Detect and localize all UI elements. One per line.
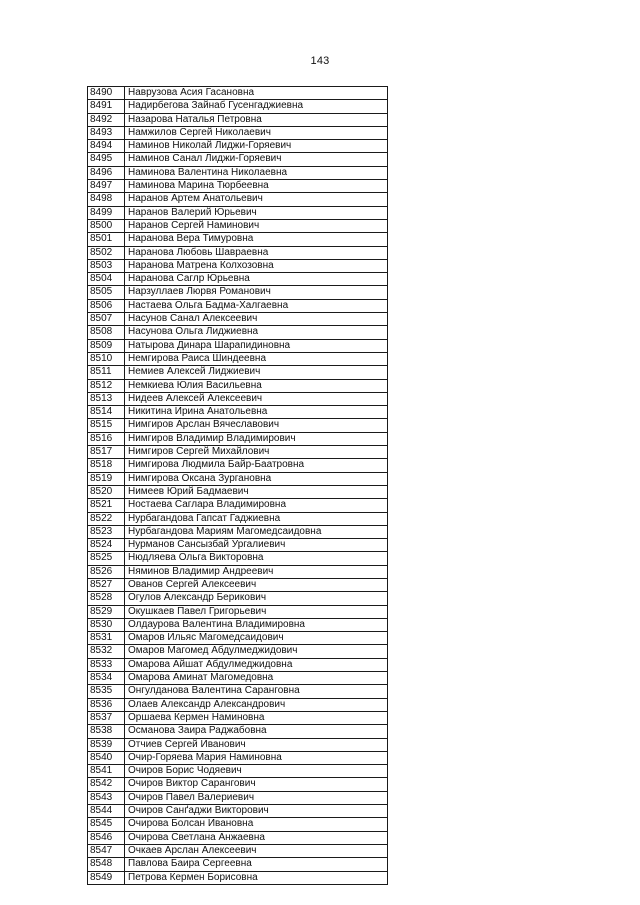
row-number: 8532 bbox=[88, 645, 125, 658]
row-number: 8520 bbox=[88, 485, 125, 498]
row-full-name: Омарова Айшат Абдулмеджидовна bbox=[125, 658, 388, 671]
row-number: 8516 bbox=[88, 432, 125, 445]
row-number: 8534 bbox=[88, 672, 125, 685]
table-row bbox=[88, 578, 388, 591]
table-row bbox=[88, 765, 388, 778]
row-number: 8525 bbox=[88, 552, 125, 565]
table-row bbox=[88, 499, 388, 512]
page-number: 143 bbox=[310, 55, 330, 67]
row-number: 8548 bbox=[88, 858, 125, 871]
table-row bbox=[88, 273, 388, 286]
table-row bbox=[88, 831, 388, 844]
table-row bbox=[88, 313, 388, 326]
row-number: 8544 bbox=[88, 805, 125, 818]
row-number: 8518 bbox=[88, 459, 125, 472]
row-number: 8521 bbox=[88, 499, 125, 512]
row-full-name: Никитина Ирина Анатольевна bbox=[125, 406, 388, 419]
row-full-name: Наранова Вера Тимуровна bbox=[125, 233, 388, 246]
row-full-name: Надирбегова Зайнаб Гусенгаджиевна bbox=[125, 100, 388, 113]
table-row bbox=[88, 406, 388, 419]
row-number: 8523 bbox=[88, 525, 125, 538]
row-number: 8530 bbox=[88, 618, 125, 631]
row-number: 8514 bbox=[88, 406, 125, 419]
row-number: 8515 bbox=[88, 419, 125, 432]
row-full-name: Нимгиров Владимир Владимирович bbox=[125, 432, 388, 445]
table-row bbox=[88, 592, 388, 605]
row-full-name: Ованов Сергей Алексеевич bbox=[125, 578, 388, 591]
row-number: 8508 bbox=[88, 326, 125, 339]
table-row bbox=[88, 658, 388, 671]
row-full-name: Нимеев Юрий Бадмаевич bbox=[125, 485, 388, 498]
row-full-name: Онгулданова Валентина Саранговна bbox=[125, 685, 388, 698]
row-full-name: Наминова Валентина Николаевна bbox=[125, 166, 388, 179]
row-number: 8531 bbox=[88, 632, 125, 645]
row-number: 8529 bbox=[88, 605, 125, 618]
table-row bbox=[88, 711, 388, 724]
row-number: 8519 bbox=[88, 472, 125, 485]
row-number: 8512 bbox=[88, 379, 125, 392]
row-full-name: Очиров Виктор Сарангович bbox=[125, 778, 388, 791]
table-row bbox=[88, 113, 388, 126]
table-row bbox=[88, 446, 388, 459]
table-row bbox=[88, 645, 388, 658]
table-row bbox=[88, 166, 388, 179]
row-number: 8498 bbox=[88, 193, 125, 206]
row-full-name: Очиров Санґаджи Викторович bbox=[125, 805, 388, 818]
row-number: 8549 bbox=[88, 871, 125, 884]
row-full-name: Нимгирова Оксана Зургановна bbox=[125, 472, 388, 485]
row-number: 8537 bbox=[88, 711, 125, 724]
row-number: 8499 bbox=[88, 206, 125, 219]
row-full-name: Насунова Ольга Лиджиевна bbox=[125, 326, 388, 339]
table-row bbox=[88, 419, 388, 432]
row-number: 8493 bbox=[88, 126, 125, 139]
table-row bbox=[88, 632, 388, 645]
row-full-name: Нурбагандова Мариям Магомедсаидовна bbox=[125, 525, 388, 538]
table-row bbox=[88, 100, 388, 113]
table-row bbox=[88, 618, 388, 631]
row-number: 8540 bbox=[88, 751, 125, 764]
row-number: 8517 bbox=[88, 446, 125, 459]
table-row bbox=[88, 379, 388, 392]
row-number: 8500 bbox=[88, 219, 125, 232]
row-number: 8497 bbox=[88, 180, 125, 193]
row-number: 8526 bbox=[88, 565, 125, 578]
row-number: 8507 bbox=[88, 313, 125, 326]
table-row bbox=[88, 459, 388, 472]
table-row bbox=[88, 193, 388, 206]
row-full-name: Нюдляева Ольга Викторовна bbox=[125, 552, 388, 565]
table-row bbox=[88, 525, 388, 538]
table-row bbox=[88, 818, 388, 831]
table-row bbox=[88, 844, 388, 857]
row-full-name: Наранова Саглр Юрьевна bbox=[125, 273, 388, 286]
row-full-name: Отчиев Сергей Иванович bbox=[125, 738, 388, 751]
table-row bbox=[88, 206, 388, 219]
row-full-name: Омаров Магомед Абдулмеджидович bbox=[125, 645, 388, 658]
row-full-name: Нимгиров Арслан Вячеславович bbox=[125, 419, 388, 432]
row-number: 8538 bbox=[88, 725, 125, 738]
row-full-name: Ностаева Саглара Владимировна bbox=[125, 499, 388, 512]
row-full-name: Насунов Санал Алексеевич bbox=[125, 313, 388, 326]
table-row bbox=[88, 738, 388, 751]
row-full-name: Очирова Болсан Ивановна bbox=[125, 818, 388, 831]
row-full-name: Назарова Наталья Петровна bbox=[125, 113, 388, 126]
row-number: 8504 bbox=[88, 273, 125, 286]
row-full-name: Наранов Валерий Юрьевич bbox=[125, 206, 388, 219]
table-row bbox=[88, 246, 388, 259]
row-full-name: Петрова Кермен Борисовна bbox=[125, 871, 388, 884]
row-full-name: Нурбагандова Гапсат Гаджиевна bbox=[125, 512, 388, 525]
row-number: 8513 bbox=[88, 392, 125, 405]
row-full-name: Нимгирова Людмила Байр-Баатровна bbox=[125, 459, 388, 472]
row-number: 8492 bbox=[88, 113, 125, 126]
table-row bbox=[88, 552, 388, 565]
table-row bbox=[88, 512, 388, 525]
table-row bbox=[88, 286, 388, 299]
row-number: 8505 bbox=[88, 286, 125, 299]
row-full-name: Наранова Матрена Колхозовна bbox=[125, 259, 388, 272]
row-full-name: Олдаурова Валентина Владимировна bbox=[125, 618, 388, 631]
row-full-name: Оршаева Кермен Наминовна bbox=[125, 711, 388, 724]
row-number: 8539 bbox=[88, 738, 125, 751]
roster-body bbox=[88, 87, 388, 885]
table-row bbox=[88, 140, 388, 153]
row-full-name: Натырова Динара Шарапидиновна bbox=[125, 339, 388, 352]
table-row bbox=[88, 778, 388, 791]
row-full-name: Наврузова Асия Гасановна bbox=[125, 87, 388, 100]
table-row bbox=[88, 180, 388, 193]
row-number: 8506 bbox=[88, 299, 125, 312]
table-row bbox=[88, 539, 388, 552]
row-full-name: Немгирова Раиса Шиндеевна bbox=[125, 352, 388, 365]
row-full-name: Немкиева Юлия Васильевна bbox=[125, 379, 388, 392]
row-number: 8545 bbox=[88, 818, 125, 831]
row-full-name: Османова Заира Раджабовна bbox=[125, 725, 388, 738]
table-row bbox=[88, 299, 388, 312]
row-full-name: Очкаев Арслан Алексеевич bbox=[125, 844, 388, 857]
table-row bbox=[88, 858, 388, 871]
row-full-name: Нидеев Алексей Алексеевич bbox=[125, 392, 388, 405]
row-full-name: Окушкаев Павел Григорьевич bbox=[125, 605, 388, 618]
table-row bbox=[88, 751, 388, 764]
row-full-name: Нимгиров Сергей Михайлович bbox=[125, 446, 388, 459]
row-full-name: Огулов Александр Берикович bbox=[125, 592, 388, 605]
row-full-name: Наранова Любовь Шавраевна bbox=[125, 246, 388, 259]
row-full-name: Наминов Санал Лиджи-Горяевич bbox=[125, 153, 388, 166]
row-number: 8543 bbox=[88, 791, 125, 804]
roster-table bbox=[87, 86, 388, 885]
table-row bbox=[88, 472, 388, 485]
row-full-name: Омарова Аминат Магомедовна bbox=[125, 672, 388, 685]
row-full-name: Очирова Светлана Анжаевна bbox=[125, 831, 388, 844]
row-full-name: Нурманов Сансызбай Ургалиевич bbox=[125, 539, 388, 552]
table-row bbox=[88, 366, 388, 379]
row-number: 8496 bbox=[88, 166, 125, 179]
table-row bbox=[88, 392, 388, 405]
row-number: 8510 bbox=[88, 352, 125, 365]
row-number: 8533 bbox=[88, 658, 125, 671]
row-full-name: Нарзуллаев Люрвя Романович bbox=[125, 286, 388, 299]
row-number: 8501 bbox=[88, 233, 125, 246]
row-number: 8542 bbox=[88, 778, 125, 791]
row-full-name: Очир-Горяева Мария Наминовна bbox=[125, 751, 388, 764]
table-row bbox=[88, 805, 388, 818]
row-full-name: Олаев Александр Александрович bbox=[125, 698, 388, 711]
row-number: 8541 bbox=[88, 765, 125, 778]
row-full-name: Омаров Ильяс Магомедсаидович bbox=[125, 632, 388, 645]
row-full-name: Наранов Сергей Наминович bbox=[125, 219, 388, 232]
table-row bbox=[88, 326, 388, 339]
table-row bbox=[88, 87, 388, 100]
table-row bbox=[88, 219, 388, 232]
row-number: 8511 bbox=[88, 366, 125, 379]
row-full-name: Няминов Владимир Андреевич bbox=[125, 565, 388, 578]
row-number: 8527 bbox=[88, 578, 125, 591]
row-number: 8491 bbox=[88, 100, 125, 113]
row-number: 8494 bbox=[88, 140, 125, 153]
table-row bbox=[88, 126, 388, 139]
row-full-name: Павлова Баира Сергеевна bbox=[125, 858, 388, 871]
row-full-name: Очиров Борис Чодяевич bbox=[125, 765, 388, 778]
row-number: 8502 bbox=[88, 246, 125, 259]
row-full-name: Наранов Артем Анатольевич bbox=[125, 193, 388, 206]
table-row bbox=[88, 485, 388, 498]
table-row bbox=[88, 672, 388, 685]
row-number: 8495 bbox=[88, 153, 125, 166]
row-full-name: Намжилов Сергей Николаевич bbox=[125, 126, 388, 139]
table-row bbox=[88, 605, 388, 618]
row-number: 8547 bbox=[88, 844, 125, 857]
row-number: 8490 bbox=[88, 87, 125, 100]
row-number: 8509 bbox=[88, 339, 125, 352]
row-number: 8528 bbox=[88, 592, 125, 605]
table-row bbox=[88, 698, 388, 711]
table-row bbox=[88, 685, 388, 698]
row-number: 8522 bbox=[88, 512, 125, 525]
row-number: 8546 bbox=[88, 831, 125, 844]
row-full-name: Наминова Марина Тюрбеевна bbox=[125, 180, 388, 193]
table-row bbox=[88, 339, 388, 352]
table-row bbox=[88, 725, 388, 738]
table-row bbox=[88, 432, 388, 445]
row-full-name: Настаева Ольга Бадма-Халгаевна bbox=[125, 299, 388, 312]
row-number: 8535 bbox=[88, 685, 125, 698]
row-full-name: Немиев Алексей Лиджиевич bbox=[125, 366, 388, 379]
table-row bbox=[88, 565, 388, 578]
table-row bbox=[88, 259, 388, 272]
table-row bbox=[88, 791, 388, 804]
table-row bbox=[88, 233, 388, 246]
row-number: 8503 bbox=[88, 259, 125, 272]
row-full-name: Наминов Николай Лиджи-Горяевич bbox=[125, 140, 388, 153]
table-row bbox=[88, 352, 388, 365]
table-row bbox=[88, 153, 388, 166]
table-row bbox=[88, 871, 388, 884]
row-full-name: Очиров Павел Валериевич bbox=[125, 791, 388, 804]
row-number: 8524 bbox=[88, 539, 125, 552]
row-number: 8536 bbox=[88, 698, 125, 711]
